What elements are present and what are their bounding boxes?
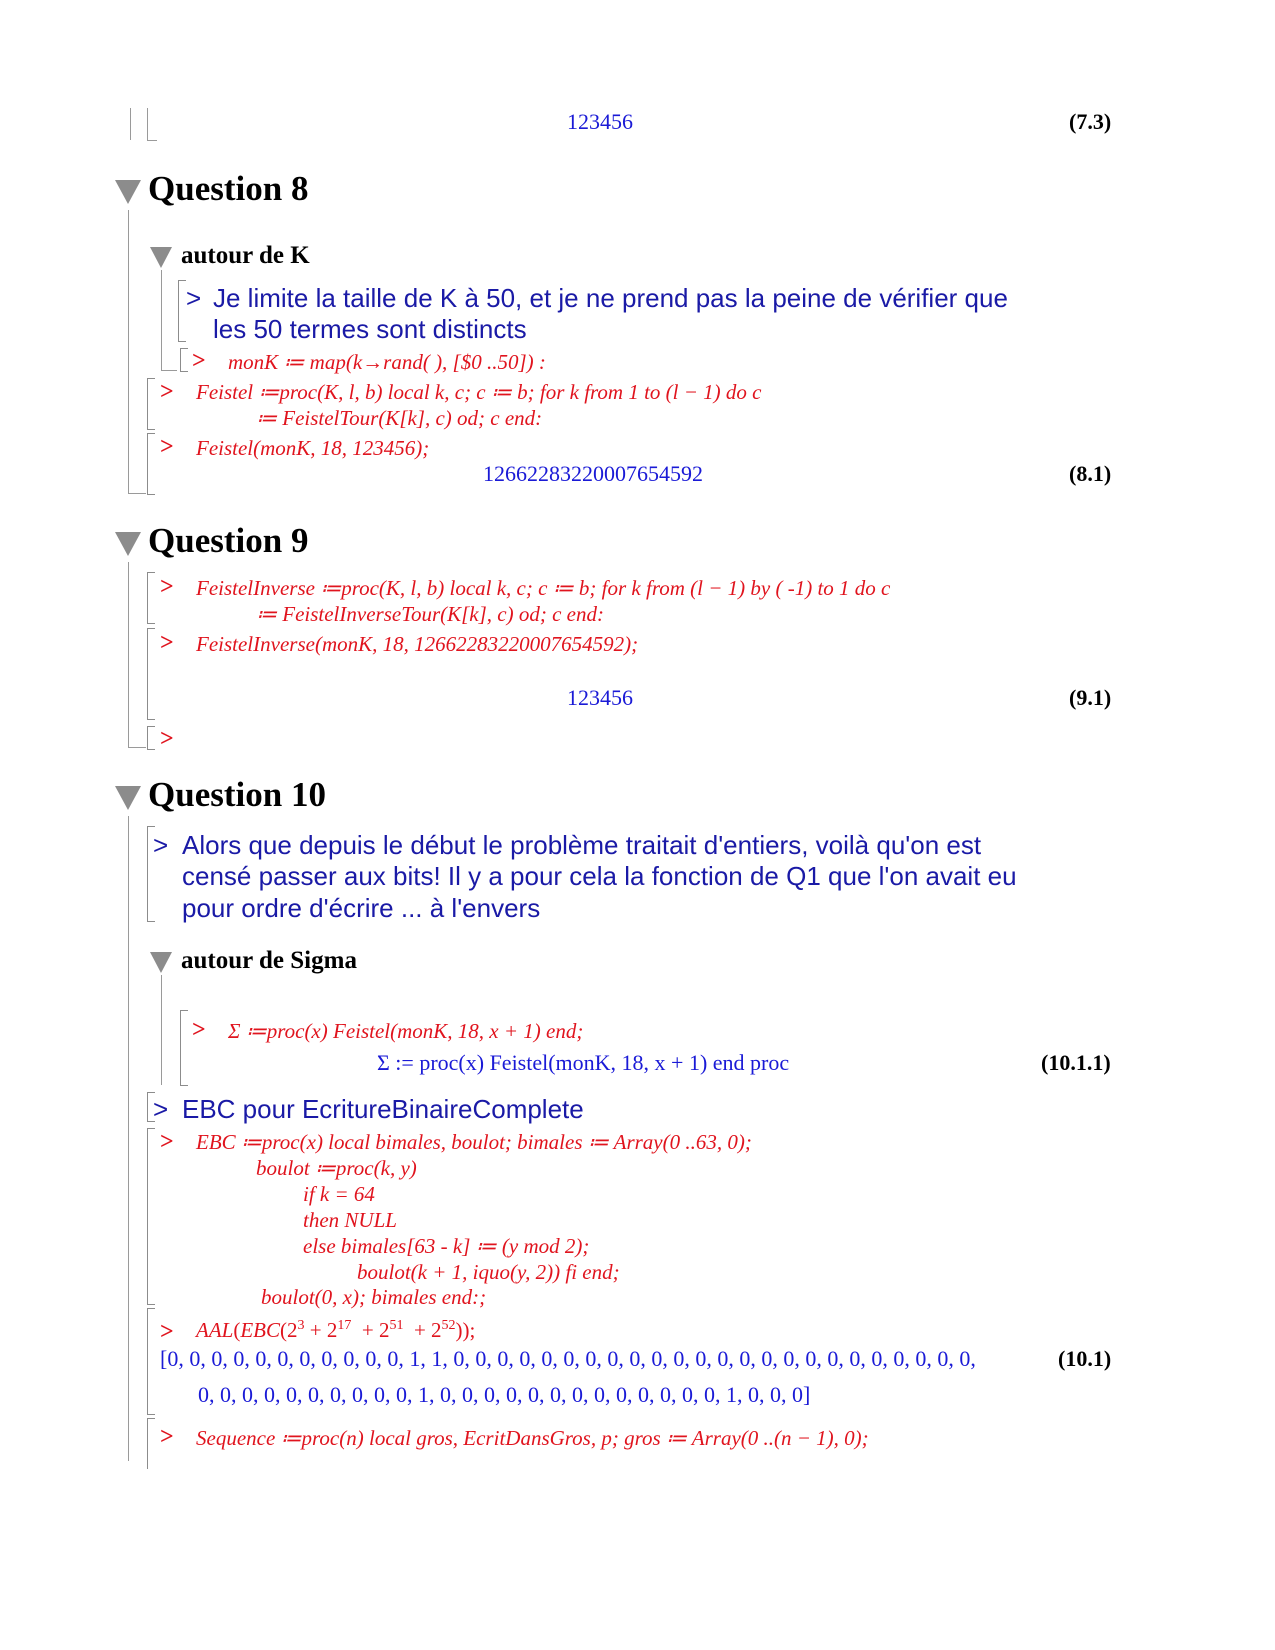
code-input-feistel[interactable]: Feistel ≔proc(K, l, b) local k, c; c ≔ b; for k from 1 to (l − 1) do c [196,380,762,404]
equation-label: (7.3) [1069,109,1112,134]
code-input-ebc[interactable]: EBC ≔proc(x) local bimales, boulot; bimales ≔ Array(0 ..63, 0); [196,1130,752,1154]
output-value: 123456 [567,109,633,134]
section-bracket [128,210,129,493]
section-title: Question 8 [148,169,309,208]
code-input-sequence[interactable]: Sequence ≔proc(n) local gros, EcritDansGros, p; gros ≔ Array(0 ..(n − 1), 0); [196,1426,869,1450]
section-title: Question 10 [148,775,326,814]
code-input-ebc-line[interactable]: boulot ≔proc(k, y) [256,1156,417,1180]
code-input-sigma[interactable]: Σ ≔proc(x) Feistel(monK, 18, x + 1) end; [228,1019,584,1043]
collapse-triangle-icon[interactable] [115,532,141,556]
collapse-triangle-icon[interactable] [150,247,172,268]
code-input-aal[interactable]: $AAL(EBC(2^3 + 2^{17} + 2^{51} + 2^{52}))$; [196,1318,476,1342]
exec-group-bracket [147,726,155,750]
text-group-bracket [178,280,186,342]
exec-group-bracket [147,378,155,430]
input-prompt[interactable]: > [160,379,174,405]
prompt-marker: > [186,283,202,313]
code-input-call[interactable]: Feistel(monK, 18, 123456); [196,436,430,460]
input-prompt[interactable]: > [160,1129,174,1155]
exec-group-bracket [147,1128,155,1305]
collapse-triangle-icon[interactable] [115,180,141,204]
code-input-feistel-inverse[interactable]: FeistelInverse ≔proc(K, l, b) local k, c; c ≔ b; for k from (l − 1) by ( -1) to 1 do c [196,576,891,600]
exec-group-bracket [147,1418,155,1469]
prompt-marker: > [153,1094,169,1124]
equation-label: (10.1.1) [1041,1050,1111,1075]
section-bracket [128,493,146,494]
empty-input-prompt[interactable]: > [160,726,174,752]
section-bracket [130,108,131,140]
text-line: EBC pour EcritureBinaireComplete [182,1094,584,1124]
prompt-marker: > [153,830,169,860]
input-prompt[interactable]: > [160,1424,174,1450]
section-bracket [147,108,148,140]
code-input-ebc-line[interactable]: then NULL [303,1208,397,1232]
input-prompt[interactable]: > [192,1017,206,1043]
text-line: pour ordre d'écrire ... à l'envers [182,893,541,923]
code-input-call[interactable]: FeistelInverse(monK, 18, 12662283220007654592); [196,632,639,656]
section-bracket [147,140,157,141]
input-prompt[interactable]: > [160,434,174,460]
exec-group-bracket [180,1010,188,1086]
code-input-feistel-inverse-cont[interactable]: ≔ FeistelInverseTour(K[k], c) od; c end: [256,602,604,626]
section-bracket [128,562,129,747]
output-sigma: Σ := proc(x) Feistel(monK, 18, x + 1) end proc [377,1050,790,1075]
exec-group-bracket [147,1308,155,1415]
equation-label: (8.1) [1069,461,1112,486]
text-line: les 50 termes sont distincts [213,314,527,344]
exec-group-bracket [147,572,155,624]
exec-group-bracket [180,348,188,372]
exec-group-bracket [147,433,155,495]
collapse-triangle-icon[interactable] [115,786,141,810]
equation-label: (9.1) [1069,685,1112,710]
code-input-ebc-line[interactable]: boulot(0, x); bimales end:; [261,1285,487,1309]
subsection-bracket [161,975,162,1085]
subsection-title: autour de Sigma [181,947,357,974]
output-list-line1: [0, 0, 0, 0, 0, 0, 0, 0, 0, 0, 0, 1, 1, 0, 0, 0, 0, 0, 0, 0, 0, 0, 0, 0, 0, 0, 0, 0, 0, 0, 0, 0, 0, 0, 0, 0, 0, [160,1346,976,1371]
output-value: 123456 [567,685,633,710]
input-prompt[interactable]: > [160,630,174,656]
code-input-ebc-line[interactable]: boulot(k + 1, iquo(y, 2)) fi end; [357,1260,620,1284]
output-list-line2: 0, 0, 0, 0, 0, 0, 0, 0, 0, 0, 1, 0, 0, 0, 0, 0, 0, 0, 0, 0, 0, 0, 0, 0, 1, 0, 0, 0] [198,1382,811,1407]
section-bracket [128,747,146,748]
section-bracket [128,816,129,1461]
collapse-triangle-icon[interactable] [150,952,172,973]
output-value: 12662283220007654592 [483,461,703,486]
subsection-title: autour de K [181,242,310,269]
subsection-bracket [161,370,177,371]
text-line: censé passer aux bits! Il y a pour cela la fonction de Q1 que l'on avait eu [182,861,1017,891]
code-input-ebc-line[interactable]: else bimales[63 - k] ≔ (y mod 2); [303,1234,590,1258]
text-line: Je limite la taille de K à 50, et je ne prend pas la peine de vérifier que [213,283,1008,313]
code-input-ebc-line[interactable]: if k = 64 [303,1182,375,1206]
exec-group-bracket [147,628,155,720]
code-input-feistel-cont[interactable]: ≔ FeistelTour(K[k], c) od; c end: [256,406,543,430]
code-input-monK[interactable]: monK ≔ map(k→rand( ), [$0 ..50]) : [228,350,546,374]
section-title: Question 9 [148,521,309,560]
subsection-bracket [161,270,162,370]
input-prompt[interactable]: > [192,348,206,374]
input-prompt[interactable]: > [160,574,174,600]
equation-label: (10.1) [1058,1346,1112,1371]
input-prompt[interactable]: > [160,1319,174,1345]
text-line: Alors que depuis le début le problème traitait d'entiers, voilà qu'on est [182,830,982,860]
